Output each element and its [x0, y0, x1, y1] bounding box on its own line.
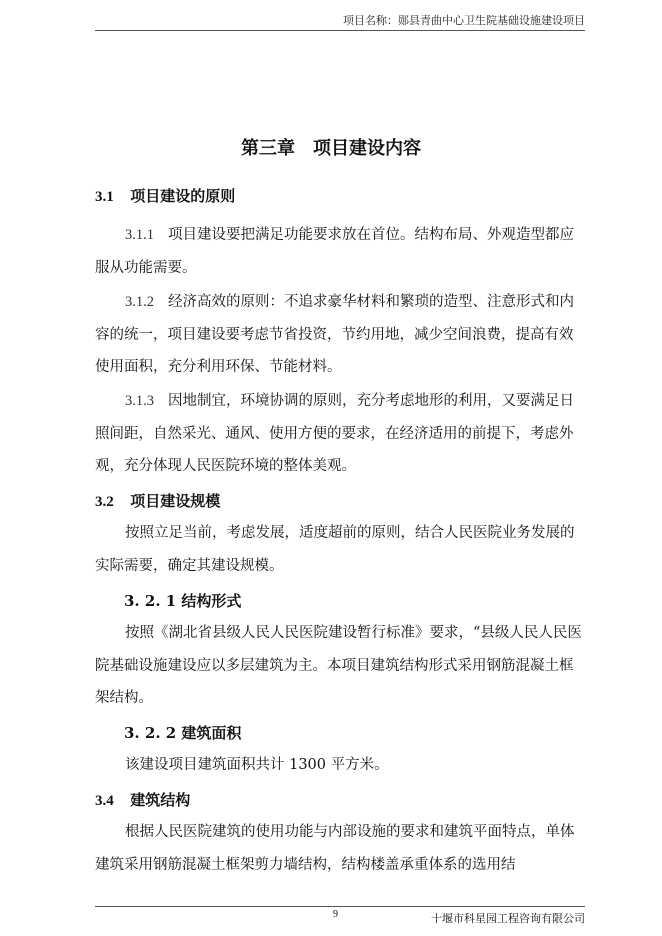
paragraph-structure-form [95, 617, 585, 715]
paragraph-text: 按照《湖北省县级人民人民医院建设暂行标准》要求，“县级人民人民医院基础设施建设应以多层建筑为主。本项目建筑结构形式采用钢筋混凝土框架结构。 [95, 625, 582, 706]
header-divider [95, 30, 585, 31]
paragraph-number: 3.1.2 [125, 294, 154, 310]
section-heading-3-1 [95, 185, 235, 206]
paragraph-number: 3.1.3 [125, 393, 154, 409]
section-heading-3-2 [95, 490, 220, 511]
chapter-title: 第三章 项目建设内容 [241, 138, 421, 159]
paragraph-3-1-2 [95, 286, 585, 384]
footer-company-name: 十堰市科星园工程咨询有限公司 [431, 912, 585, 925]
section-title: 项目建设规模 [130, 492, 221, 510]
paragraph-building-structure [95, 816, 585, 881]
section-number: 3.2 [95, 494, 114, 510]
paragraph-floor-area [95, 749, 585, 782]
subsection-heading-3-2-2: 3. 2. 2 建筑面积 [124, 724, 242, 742]
paragraph-text: 按照立足当前，考虑发展，适度超前的原则，结合人民医院业务发展的实际需要，确定其建设规模。 [95, 525, 575, 574]
section-number: 3.1 [95, 189, 114, 205]
paragraph-text: 根据人民医院建筑的使用功能与内部设施的要求和建筑平面特点，单体建筑采用钢筋混凝土框架剪力墙结构，结构楼盖承重体系的选用结 [95, 824, 575, 873]
paragraph-number: 3.1.1 [125, 227, 154, 243]
page-number: 9 [333, 909, 338, 920]
paragraph-3-1-3 [95, 385, 585, 483]
section-heading-3-4 [95, 789, 190, 810]
page-header-project-name: 项目名称：郧县青曲中心卫生院基础设施建设项目 [343, 14, 585, 27]
section-title: 建筑结构 [130, 791, 191, 809]
paragraph-3-1-1 [95, 219, 585, 284]
section-title: 项目建设的原则 [130, 187, 236, 205]
paragraph-scale [95, 517, 585, 582]
paragraph-text: 该建设项目建筑面积共计 1300 平方米。 [125, 757, 389, 773]
section-number: 3.4 [95, 793, 114, 809]
subsection-heading-3-2-1: 3. 2. 1 结构形式 [124, 592, 242, 610]
paragraph-text: 经济高效的原则：不追求豪华材料和繁琐的造型、注意形式和内容的统一，项目建设要考虑节省投资，节约用地，减少空间浪费，提高有效使用面积，充分利用环保、节能材料。 [95, 294, 574, 375]
paragraph-text: 因地制宜，环境协调的原则，充分考虑地形的利用，又要满足日照间距，自然采光、通风、使用方便的要求，在经济适用的前提下，考虑外观，充分体现人民医院环境的整体美观。 [95, 393, 574, 474]
footer-divider [95, 906, 585, 907]
paragraph-text: 项目建设要把满足功能要求放在首位。结构布局、外观造型都应服从功能需要。 [95, 227, 574, 276]
